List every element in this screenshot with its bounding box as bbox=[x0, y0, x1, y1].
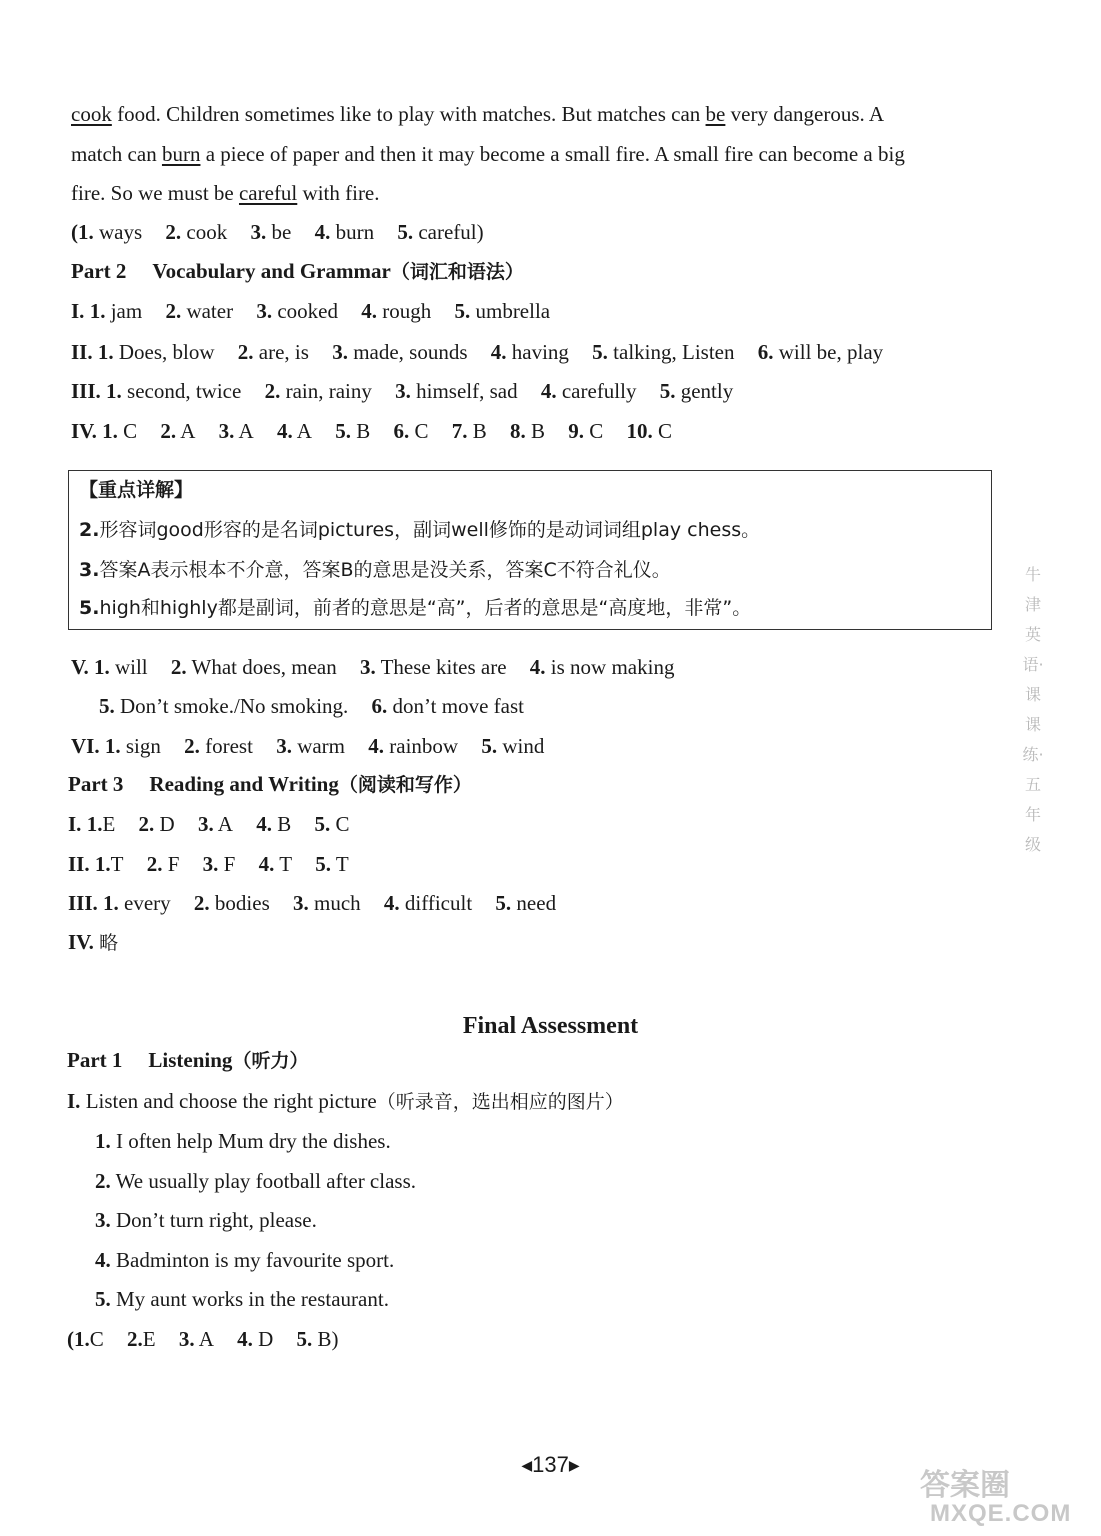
underlined-word: cook bbox=[71, 102, 112, 126]
part2-row-2: II. 1. Does, blow 2. are, is 3. made, sounds 4. having 5. talking, Listen 6. will be, play bbox=[71, 340, 884, 364]
watermark-url: MXQE.COM bbox=[930, 1500, 1072, 1527]
listening-item: 3. Don’t turn right, please. bbox=[95, 1208, 317, 1232]
passage-line-3: fire. So we must be careful with fire. bbox=[71, 181, 380, 205]
part2-row-4: IV. 1. C 2. A 3. A 4. A 5. B 6. C 7. B 8. B 9. C 10. C bbox=[71, 419, 673, 443]
watermark-logo: 答案圈 bbox=[920, 1468, 1010, 1503]
side-margin-text: 牛津英语·课课练·五年级 bbox=[1022, 565, 1044, 854]
listening-item: 5. My aunt works in the restaurant. bbox=[95, 1287, 389, 1311]
part3-row-1: I. 1.E 2. D 3. A 4. B 5. C bbox=[68, 812, 350, 836]
part2-heading: Part 2 Vocabulary and Grammar（词汇和语法） bbox=[71, 259, 524, 283]
triangle-right-icon: ▶ bbox=[568, 1457, 580, 1473]
key-point-2: 2.形容词good形容的是名词pictures，副词well修饰的是动词词组play chess。 bbox=[79, 519, 761, 541]
underlined-word: careful bbox=[238, 181, 298, 205]
page-number: ◀137▶ bbox=[521, 1452, 580, 1477]
part3-row-2: II. 1.T 2. F 3. F 4. T 5. T bbox=[68, 852, 349, 876]
triangle-left-icon: ◀ bbox=[521, 1457, 533, 1473]
part2-row-3: III. 1. second, twice 2. rain, rainy 3. himself, sad 4. carefully 5. gently bbox=[71, 379, 734, 403]
part2-row-1: I. 1. jam 2. water 3. cooked 4. rough 5. umbrella bbox=[71, 299, 551, 323]
underlined-word: burn bbox=[161, 142, 201, 166]
listening-item: 1. I often help Mum dry the dishes. bbox=[95, 1129, 391, 1153]
listening-item: 2. We usually play football after class. bbox=[95, 1169, 417, 1193]
key-points-box bbox=[68, 470, 992, 630]
passage-line-1: cook food. Children sometimes like to play with matches. But matches can be very dangerous. A bbox=[71, 102, 885, 126]
underlined-word: be bbox=[705, 102, 726, 126]
section-title: Final Assessment bbox=[462, 1013, 639, 1039]
passage-line-2: match can burn a piece of paper and then it may become a small fire. A small fire can become a big bbox=[71, 142, 905, 166]
final-part1-heading: Part 1 Listening（听力） bbox=[67, 1048, 309, 1072]
part3-row-3: III. 1. every 2. bodies 3. much 4. difficult 5. need bbox=[68, 891, 557, 915]
final-section-1-heading: I. Listen and choose the right picture（听录音，选出相应的图片） bbox=[67, 1089, 624, 1113]
part1-answer-row: (1. ways 2. cook 3. be 4. burn 5. careful) bbox=[71, 220, 484, 244]
part3-row-4: IV. 略 bbox=[68, 930, 119, 954]
part2-row-5: V. 1. will 2. What does, mean 3. These kites are 4. is now making bbox=[71, 655, 675, 679]
final-answer-row: (1.C 2.E 3. A 4. D 5. B) bbox=[67, 1327, 339, 1351]
key-points-title: 【重点详解】 bbox=[79, 479, 194, 501]
key-point-3: 3.答案A表示根本不介意，答案B的意思是没关系，答案C不符合礼仪。 bbox=[79, 559, 671, 581]
part3-heading: Part 3 Reading and Writing（阅读和写作） bbox=[68, 772, 472, 796]
key-point-5: 5.high和highly都是副词，前者的意思是“高”，后者的意思是“高度地，非常”。 bbox=[79, 597, 752, 619]
part2-row-5b: 5. Don’t smoke./No smoking. 6. don’t move fast bbox=[99, 694, 524, 718]
listening-item: 4. Badminton is my favourite sport. bbox=[95, 1248, 395, 1272]
part2-row-6: VI. 1. sign 2. forest 3. warm 4. rainbow 5. wind bbox=[71, 734, 545, 758]
